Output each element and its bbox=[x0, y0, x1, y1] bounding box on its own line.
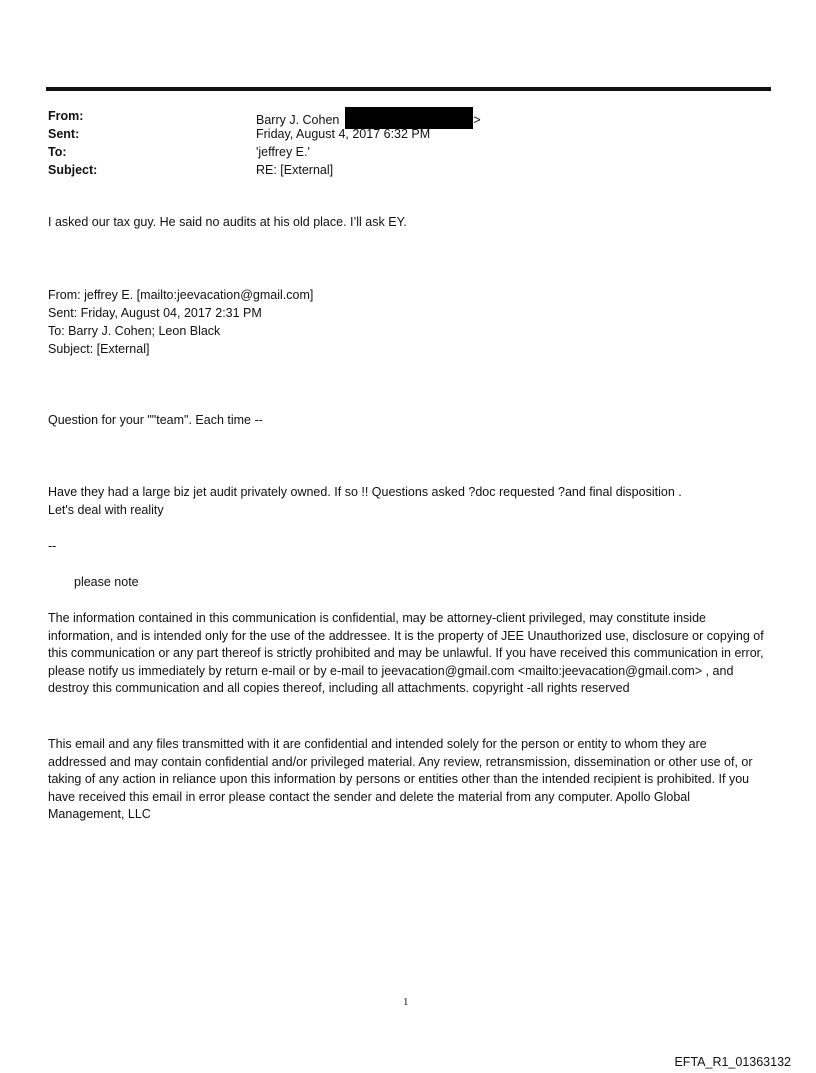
from-label: From: bbox=[48, 109, 84, 123]
sent-label: Sent: bbox=[48, 127, 80, 141]
quoted-line-question: Question for your ""team". Each time -- bbox=[48, 413, 263, 427]
page-number: 1 bbox=[403, 996, 409, 1008]
disclaimer-apollo: This email and any files transmitted with it are confidential and intended solely for the person or entity to whom they are addressed and may contain confidential and/or privileged material. Any review, retransmission, dissemination or other use of, or taking of any action in reliance upon this information by persons or entities other than the intended recipient is prohibited. If you have received this email in error please contact the sender and delete the material from any computer. Apollo Global Management, LLC bbox=[48, 737, 753, 821]
from-name: Barry J. Cohen bbox=[256, 113, 340, 127]
quoted-sent: Sent: Friday, August 04, 2017 2:31 PM bbox=[48, 306, 262, 320]
to-row bbox=[48, 143, 748, 161]
disclaimer-jee: The information contained in this communication is confidential, may be attorney-client privileged, may constitute inside information, and is intended only for the use of the addressee. It is the property of JEE Unauthorized use, disclosure or copying of this communication or any part thereof is strictly prohibited and may be unlawful. If you have received this communication in error, please notify us immediately by return e-mail or by e-mail to jeevacation@gmail.com <mailto:jeevacation@gmail.com> , and destroy this communication and all copies thereof, including all attachments. copyright -all rights reserved bbox=[48, 611, 764, 695]
to-label: To: bbox=[48, 145, 67, 159]
document-id: EFTA_R1_01363132 bbox=[674, 1055, 791, 1069]
header-rule bbox=[46, 87, 771, 91]
subject-row bbox=[48, 161, 748, 179]
quoted-line-reality: Let's deal with reality bbox=[48, 503, 164, 517]
reply-body: I asked our tax guy. He said no audits at his old place. I’ll ask EY. bbox=[48, 215, 407, 229]
quoted-header bbox=[48, 286, 768, 358]
signature-separator: -- bbox=[48, 539, 57, 553]
from-row bbox=[48, 107, 748, 125]
sent-value: Friday, August 4, 2017 6:32 PM bbox=[256, 127, 431, 141]
subject-value: RE: [External] bbox=[256, 163, 334, 177]
to-value: 'jeffrey E.' bbox=[256, 145, 310, 159]
quoted-line-audit: Have they had a large biz jet audit privately owned. If so !! Questions asked ?doc requested ?and final disposition . bbox=[48, 485, 682, 499]
quoted-to: To: Barry J. Cohen; Leon Black bbox=[48, 324, 221, 338]
subject-label: Subject: bbox=[48, 163, 98, 177]
from-tail: > bbox=[473, 113, 481, 127]
email-header bbox=[48, 107, 748, 179]
sent-row bbox=[48, 125, 748, 143]
quoted-from: From: jeffrey E. [mailto:jeevacation@gmail.com] bbox=[48, 288, 314, 302]
quoted-subject: Subject: [External] bbox=[48, 342, 150, 356]
please-note: please note bbox=[74, 575, 139, 589]
